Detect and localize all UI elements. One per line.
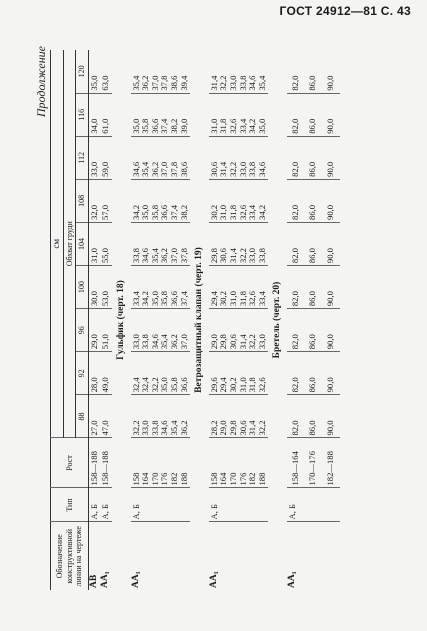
value-stack xyxy=(209,395,269,438)
value-cell: 35,0 xyxy=(140,204,151,220)
value-stack xyxy=(209,50,269,93)
value-cell: 82,0 xyxy=(287,266,305,309)
value-stack xyxy=(209,309,269,352)
value-stack xyxy=(131,309,191,352)
value-stack xyxy=(209,222,269,265)
value-cell: 32,6 xyxy=(256,377,267,393)
value-cell: 34,6 xyxy=(256,161,267,177)
girth-header: 120 xyxy=(76,50,89,93)
value-cell: 35,4 xyxy=(159,334,170,350)
value-cell: 35,0 xyxy=(149,291,160,307)
value-cell: 31,4 xyxy=(237,334,248,350)
value-cell: 63,0 xyxy=(100,50,112,93)
value-cell: 90,0 xyxy=(322,136,340,179)
value-cell: 37,8 xyxy=(168,161,179,177)
designation-header: Обозначение конструктивной линии на чертеже xyxy=(51,522,89,590)
value-cell: 33,8 xyxy=(237,75,248,91)
value-cell: 86,0 xyxy=(304,395,322,438)
value-cell: 34,6 xyxy=(140,248,151,264)
value-cell: 37,0 xyxy=(168,248,179,264)
value-cell: 35,0 xyxy=(159,377,170,393)
height-value: 182 xyxy=(247,472,258,486)
value-cell: 57,0 xyxy=(100,179,112,222)
value-cell: 37,0 xyxy=(159,161,170,177)
value-cell: 37,8 xyxy=(178,248,189,264)
value-cell: 90,0 xyxy=(322,266,340,309)
value-cell: 82,0 xyxy=(287,222,305,265)
height-value: 188 xyxy=(178,472,189,486)
value-cell: 33,0 xyxy=(247,248,258,264)
value-cell: 86,0 xyxy=(304,352,322,395)
height-value: 176 xyxy=(237,472,248,486)
value-cell: 31,0 xyxy=(237,377,248,393)
value-cell: 36,2 xyxy=(140,75,151,91)
section-title: Бретель (черт. 20) xyxy=(272,281,283,359)
value-cell: 28,0 xyxy=(88,352,100,395)
value-cell: 90,0 xyxy=(322,93,340,136)
girth-header: 104 xyxy=(76,222,89,265)
value-cell: 35,4 xyxy=(130,75,141,91)
value-cell: 33,8 xyxy=(256,248,267,264)
value-cell: 36,6 xyxy=(168,291,179,307)
type-cell: А, Б xyxy=(100,488,112,522)
value-cell: 30,6 xyxy=(237,420,248,436)
height-value: 176 xyxy=(159,472,170,486)
value-cell: 31,0 xyxy=(227,291,238,307)
value-cell: 29,0 xyxy=(218,420,229,436)
value-cell: 36,2 xyxy=(178,420,189,436)
value-cell: 32,6 xyxy=(227,118,238,134)
section-title-row xyxy=(190,50,209,590)
value-stack xyxy=(209,136,269,179)
height-value: 158 xyxy=(208,472,219,486)
value-cell: 82,0 xyxy=(287,309,305,352)
value-cell: 37,4 xyxy=(159,118,170,134)
section-title: Ветрозащитный клапан (черт. 19) xyxy=(194,247,205,393)
value-cell: 34,6 xyxy=(159,420,170,436)
value-cell: 33,0 xyxy=(256,334,267,350)
line-code: АА₁ xyxy=(286,571,297,588)
value-cell: 34,6 xyxy=(130,161,141,177)
value-cell: 33,0 xyxy=(227,75,238,91)
table-body xyxy=(88,50,339,590)
value-cell: 86,0 xyxy=(304,93,322,136)
value-cell: 86,0 xyxy=(304,266,322,309)
value-cell: 31,8 xyxy=(247,377,258,393)
measurements-table xyxy=(50,50,340,590)
value-stack xyxy=(209,266,269,309)
value-cell: 29,4 xyxy=(218,377,229,393)
value-cell: 29,0 xyxy=(208,334,219,350)
value-cell: 29,8 xyxy=(227,420,238,436)
value-cell: 38,6 xyxy=(168,75,179,91)
girth-header: 92 xyxy=(76,352,89,395)
section-title-row xyxy=(268,50,287,590)
type-cell: А, Б xyxy=(131,488,191,522)
height-value: 164 xyxy=(218,472,229,486)
value-cell: 32,2 xyxy=(227,161,238,177)
value-cell: 35,4 xyxy=(168,420,179,436)
table-row xyxy=(88,50,100,590)
value-cell: 34,2 xyxy=(130,204,141,220)
height-value: 158 xyxy=(130,472,141,486)
value-stack xyxy=(209,93,269,136)
value-cell: 34,6 xyxy=(149,334,160,350)
value-cell: 33,8 xyxy=(149,420,160,436)
value-cell: 86,0 xyxy=(304,179,322,222)
value-cell: 35,8 xyxy=(149,204,160,220)
value-cell: 31,0 xyxy=(208,118,219,134)
height-stack xyxy=(209,438,269,488)
value-cell: 82,0 xyxy=(287,352,305,395)
height-cell: 182—188 xyxy=(322,438,340,488)
value-cell: 33,8 xyxy=(247,161,258,177)
value-cell: 37,0 xyxy=(149,75,160,91)
type-cell: А, Б xyxy=(88,488,100,522)
value-cell: 38,6 xyxy=(178,161,189,177)
value-cell: 32,2 xyxy=(218,75,229,91)
value-cell: 32,6 xyxy=(237,204,248,220)
type-cell: А, Б xyxy=(209,488,269,522)
value-cell: 86,0 xyxy=(304,222,322,265)
value-cell: 34,6 xyxy=(247,75,258,91)
value-cell: 82,0 xyxy=(287,93,305,136)
line-code: АА₁ xyxy=(208,571,219,588)
continued-label: Продолжение xyxy=(34,46,48,118)
value-cell: 31,4 xyxy=(247,420,258,436)
girth-header: 112 xyxy=(76,136,89,179)
chest-girth-header: Обхват груди xyxy=(63,50,76,438)
value-cell: 29,0 xyxy=(88,309,100,352)
value-cell: 35,4 xyxy=(140,161,151,177)
height-value: 164 xyxy=(140,472,151,486)
value-cell: 51,0 xyxy=(100,309,112,352)
value-cell: 31,8 xyxy=(237,291,248,307)
page-header: ГОСТ 24912—81 С. 43 xyxy=(279,4,411,18)
type-header: Тип xyxy=(51,488,89,522)
height-cell: 158—188 xyxy=(88,438,100,488)
height-value: 188 xyxy=(256,472,267,486)
value-cell: 32,0 xyxy=(88,179,100,222)
value-cell: 35,4 xyxy=(149,248,160,264)
line-code: АВ xyxy=(88,574,99,588)
value-stack xyxy=(131,136,191,179)
value-stack xyxy=(209,352,269,395)
value-cell: 32,2 xyxy=(237,248,248,264)
value-cell: 39,4 xyxy=(178,75,189,91)
value-cell: 27,0 xyxy=(88,395,100,438)
value-cell: 36,6 xyxy=(178,377,189,393)
value-cell: 90,0 xyxy=(322,222,340,265)
value-cell: 82,0 xyxy=(287,136,305,179)
value-cell: 29,8 xyxy=(208,248,219,264)
value-cell: 33,0 xyxy=(130,334,141,350)
value-cell: 33,4 xyxy=(237,118,248,134)
table-row xyxy=(209,50,269,590)
value-stack xyxy=(131,50,191,93)
value-cell: 47,0 xyxy=(100,395,112,438)
value-cell: 61,0 xyxy=(100,93,112,136)
height-cell: 158—188 xyxy=(100,438,112,488)
value-stack xyxy=(131,395,191,438)
value-cell: 30,2 xyxy=(218,291,229,307)
value-cell: 86,0 xyxy=(304,50,322,93)
value-stack xyxy=(131,179,191,222)
value-cell: 82,0 xyxy=(287,179,305,222)
line-code: АА₁ xyxy=(100,571,111,588)
value-stack xyxy=(131,352,191,395)
section-title-row xyxy=(112,50,131,590)
value-cell: 32,2 xyxy=(149,377,160,393)
girth-header: 96 xyxy=(76,309,89,352)
value-cell: 82,0 xyxy=(287,395,305,438)
value-cell: 38,2 xyxy=(178,204,189,220)
value-cell: 30,2 xyxy=(227,377,238,393)
unit-header: см xyxy=(51,50,64,438)
value-cell: 59,0 xyxy=(100,136,112,179)
value-cell: 29,4 xyxy=(208,291,219,307)
value-stack xyxy=(131,93,191,136)
girth-header: 100 xyxy=(76,266,89,309)
value-cell: 36,2 xyxy=(168,334,179,350)
value-cell: 37,0 xyxy=(178,334,189,350)
value-cell: 53,0 xyxy=(100,266,112,309)
value-cell: 82,0 xyxy=(287,50,305,93)
height-cell: 158—164 xyxy=(287,438,305,488)
value-cell: 30,6 xyxy=(208,161,219,177)
value-cell: 33,0 xyxy=(237,161,248,177)
value-cell: 32,2 xyxy=(130,420,141,436)
value-cell: 35,0 xyxy=(130,118,141,134)
table-row xyxy=(287,50,305,590)
height-cell: 170—176 xyxy=(304,438,322,488)
value-cell: 31,8 xyxy=(227,204,238,220)
value-cell: 36,2 xyxy=(149,161,160,177)
value-cell: 31,0 xyxy=(88,222,100,265)
value-cell: 32,2 xyxy=(256,420,267,436)
value-cell: 90,0 xyxy=(322,309,340,352)
value-cell: 30,6 xyxy=(227,334,238,350)
value-cell: 33,4 xyxy=(130,291,141,307)
value-cell: 29,8 xyxy=(218,334,229,350)
value-cell: 35,8 xyxy=(159,291,170,307)
value-cell: 35,0 xyxy=(88,50,100,93)
value-cell: 33,4 xyxy=(256,291,267,307)
value-cell: 39,0 xyxy=(178,118,189,134)
value-cell: 32,2 xyxy=(247,334,258,350)
value-cell: 34,0 xyxy=(88,93,100,136)
value-cell: 36,6 xyxy=(159,204,170,220)
value-cell: 37,8 xyxy=(159,75,170,91)
value-cell: 37,4 xyxy=(168,204,179,220)
value-cell: 31,0 xyxy=(218,204,229,220)
value-cell: 35,8 xyxy=(168,377,179,393)
girth-header: 116 xyxy=(76,93,89,136)
value-cell: 32,4 xyxy=(140,377,151,393)
height-value: 170 xyxy=(149,472,160,486)
height-value: 182 xyxy=(168,472,179,486)
value-cell: 35,8 xyxy=(140,118,151,134)
table-row xyxy=(131,50,191,590)
value-stack xyxy=(131,222,191,265)
value-cell: 33,0 xyxy=(140,420,151,436)
rotated-table-page xyxy=(28,40,403,600)
line-code: АА₁ xyxy=(130,571,141,588)
value-cell: 32,6 xyxy=(247,291,258,307)
type-cell: А, Б xyxy=(287,488,340,522)
value-cell: 33,8 xyxy=(130,248,141,264)
value-cell: 90,0 xyxy=(322,50,340,93)
value-cell: 31,8 xyxy=(218,118,229,134)
value-cell: 34,2 xyxy=(256,204,267,220)
value-cell: 28,2 xyxy=(208,420,219,436)
value-cell: 30,0 xyxy=(88,266,100,309)
girth-header: 108 xyxy=(76,179,89,222)
value-cell: 33,0 xyxy=(88,136,100,179)
value-cell: 86,0 xyxy=(304,136,322,179)
value-cell: 30,2 xyxy=(208,204,219,220)
value-cell: 55,0 xyxy=(100,222,112,265)
value-cell: 32,4 xyxy=(130,377,141,393)
girth-header: 88 xyxy=(76,395,89,438)
value-cell: 34,2 xyxy=(140,291,151,307)
value-stack xyxy=(209,179,269,222)
value-cell: 36,2 xyxy=(159,248,170,264)
value-cell: 38,2 xyxy=(168,118,179,134)
value-cell: 90,0 xyxy=(322,352,340,395)
value-cell: 31,4 xyxy=(218,161,229,177)
height-value: 170 xyxy=(227,472,238,486)
value-cell: 49,0 xyxy=(100,352,112,395)
value-cell: 36,6 xyxy=(149,118,160,134)
height-header: Рост xyxy=(51,438,89,488)
value-stack xyxy=(131,266,191,309)
value-cell: 31,4 xyxy=(227,248,238,264)
value-cell: 30,6 xyxy=(218,248,229,264)
value-cell: 86,0 xyxy=(304,309,322,352)
section-title: Гульфик (черт. 18) xyxy=(115,280,126,360)
value-cell: 35,4 xyxy=(256,75,267,91)
value-cell: 31,4 xyxy=(208,75,219,91)
value-cell: 33,8 xyxy=(140,334,151,350)
value-cell: 29,6 xyxy=(208,377,219,393)
value-cell: 33,4 xyxy=(247,204,258,220)
height-stack xyxy=(131,438,191,488)
value-cell: 90,0 xyxy=(322,179,340,222)
value-cell: 37,4 xyxy=(178,291,189,307)
value-cell: 90,0 xyxy=(322,395,340,438)
value-cell: 35,0 xyxy=(256,118,267,134)
value-cell: 34,2 xyxy=(247,118,258,134)
table-row xyxy=(100,50,112,590)
